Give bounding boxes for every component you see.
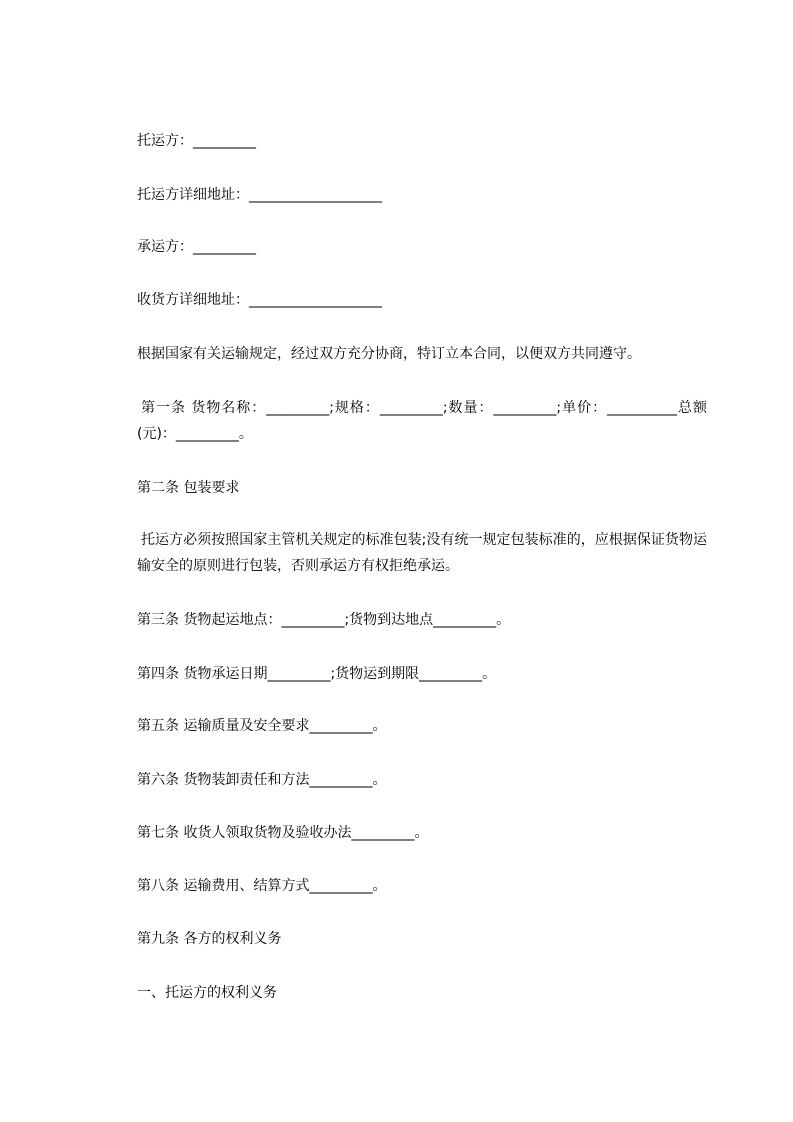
article-5-paragraph: 第五条 运输质量及安全要求_________。 (137, 718, 387, 734)
article-3-paragraph: 第三条 货物起运地点：_________;货物到达地点_________。 (137, 612, 511, 628)
article-4-paragraph: 第四条 货物承运日期_________;货物运到期限_________。 (137, 666, 497, 682)
preamble-paragraph: 根据国家有关运输规定，经过双方充分协商，特订立本合同，以便双方共同遵守。 (137, 346, 641, 362)
article-2-heading: 第二条 包装要求 (137, 480, 240, 496)
shipper-line: 托运方：_________ (137, 133, 256, 149)
article-8-paragraph: 第八条 运输费用、结算方式_________。 (137, 878, 387, 894)
section-1-heading: 一、托运方的权利义务 (137, 985, 277, 1001)
shipper-address-line: 托运方详细地址：___________________ (137, 187, 382, 203)
article-6-paragraph: 第六条 货物装卸责任和方法_________。 (137, 772, 387, 788)
article-9-heading: 第九条 各方的权利义务 (137, 931, 282, 947)
article-1-paragraph: 第一条 货物名称：_________;规格：_________;数量：_________;单价：__________总额(元)：_________。 (137, 400, 707, 442)
article-7-paragraph: 第七条 收货人领取货物及验收办法_________。 (137, 825, 429, 841)
consignee-address-line: 收货方详细地址：___________________ (137, 292, 382, 308)
carrier-line: 承运方：_________ (137, 239, 256, 255)
packaging-paragraph: 托运方必须按照国家主管机关规定的标准包装;没有统一规定包装标准的，应根据保证货物运输安全的原则进行包装，否则承运方有权拒绝承运。 (137, 532, 707, 574)
